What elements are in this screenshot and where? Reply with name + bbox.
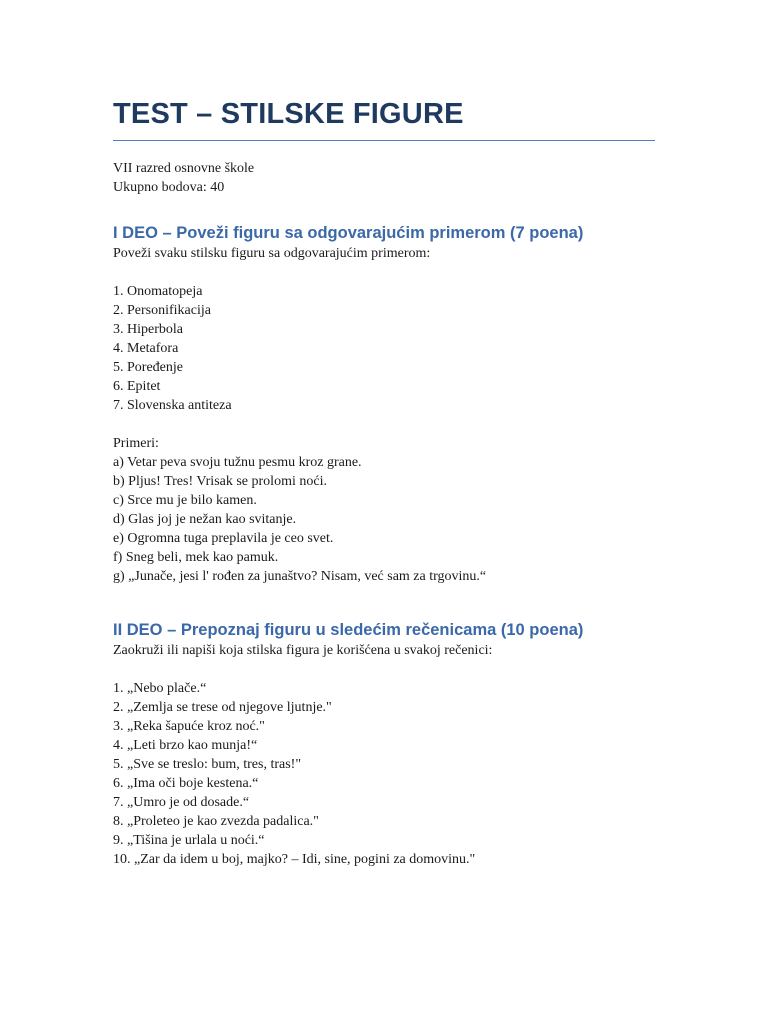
examples-list — [113, 453, 655, 586]
example-item: c) Srce mu je bilo kamen. — [113, 493, 257, 508]
sentence-item: 5. „Sve se treslo: bum, tres, tras!" — [113, 757, 302, 772]
document-content — [113, 94, 655, 869]
spacer — [113, 415, 655, 434]
spacer — [113, 263, 655, 282]
sentence-item: 6. „Ima oči boje kestena.“ — [113, 776, 259, 791]
section-2-heading: II DEO – Prepoznaj figuru u sledećim rečenicama (10 poena) — [113, 621, 584, 639]
figure-item: 2. Personifikacija — [113, 303, 211, 318]
example-item: e) Ogromna tuga preplavila je ceo svet. — [113, 531, 334, 546]
figure-item: 6. Epitet — [113, 379, 161, 394]
sentence-item: 1. „Nebo plače.“ — [113, 681, 207, 696]
total-points-line: Ukupno bodova: 40 — [113, 180, 225, 195]
figure-item: 4. Metafora — [113, 341, 179, 356]
spacer — [113, 660, 655, 679]
sentence-item: 10. „Zar da idem u boj, majko? – Idi, sine, pogini za domovinu." — [113, 852, 476, 867]
sentence-item: 7. „Umro je od dosade.“ — [113, 795, 250, 810]
example-item: g) „Junače, jesi l' rođen za junaštvo? Nisam, već sam za trgovinu.“ — [113, 569, 487, 584]
example-item: b) Pljus! Tres! Vrisak se prolomi noći. — [113, 474, 327, 489]
section-2-instruction: Zaokruži ili napiši koja stilska figura je korišćena u svakoj rečenici: — [113, 643, 493, 658]
examples-label: Primeri: — [113, 436, 159, 451]
sentence-item: 3. „Reka šapuće kroz noć." — [113, 719, 265, 734]
figures-list — [113, 282, 655, 415]
sentence-item: 8. „Proleteo je kao zvezda padalica." — [113, 814, 319, 829]
figure-item: 1. Onomatopeja — [113, 284, 203, 299]
example-item: f) Sneg beli, mek kao pamuk. — [113, 550, 279, 565]
sentences-list — [113, 679, 655, 869]
sentence-item: 2. „Zemlja se trese od njegove ljutnje." — [113, 700, 332, 715]
section-1-instruction: Poveži svaku stilsku figuru sa odgovarajućim primerom: — [113, 246, 431, 261]
example-item: d) Glas joj je nežan kao svitanje. — [113, 512, 297, 527]
figure-item: 5. Poređenje — [113, 360, 183, 375]
example-item: a) Vetar peva svoju tužnu pesmu kroz grane. — [113, 455, 362, 470]
section-1-heading: I DEO – Poveži figuru sa odgovarajućim primerom (7 poena) — [113, 224, 584, 242]
sentence-item: 4. „Leti brzo kao munja!“ — [113, 738, 258, 753]
document-title: TEST – STILSKE FIGURE — [113, 94, 655, 141]
sentence-item: 9. „Tišina je urlala u noći.“ — [113, 833, 265, 848]
grade-line: VII razred osnovne škole — [113, 161, 255, 176]
figure-item: 3. Hiperbola — [113, 322, 183, 337]
document-meta — [113, 159, 655, 197]
figure-item: 7. Slovenska antiteza — [113, 398, 232, 413]
